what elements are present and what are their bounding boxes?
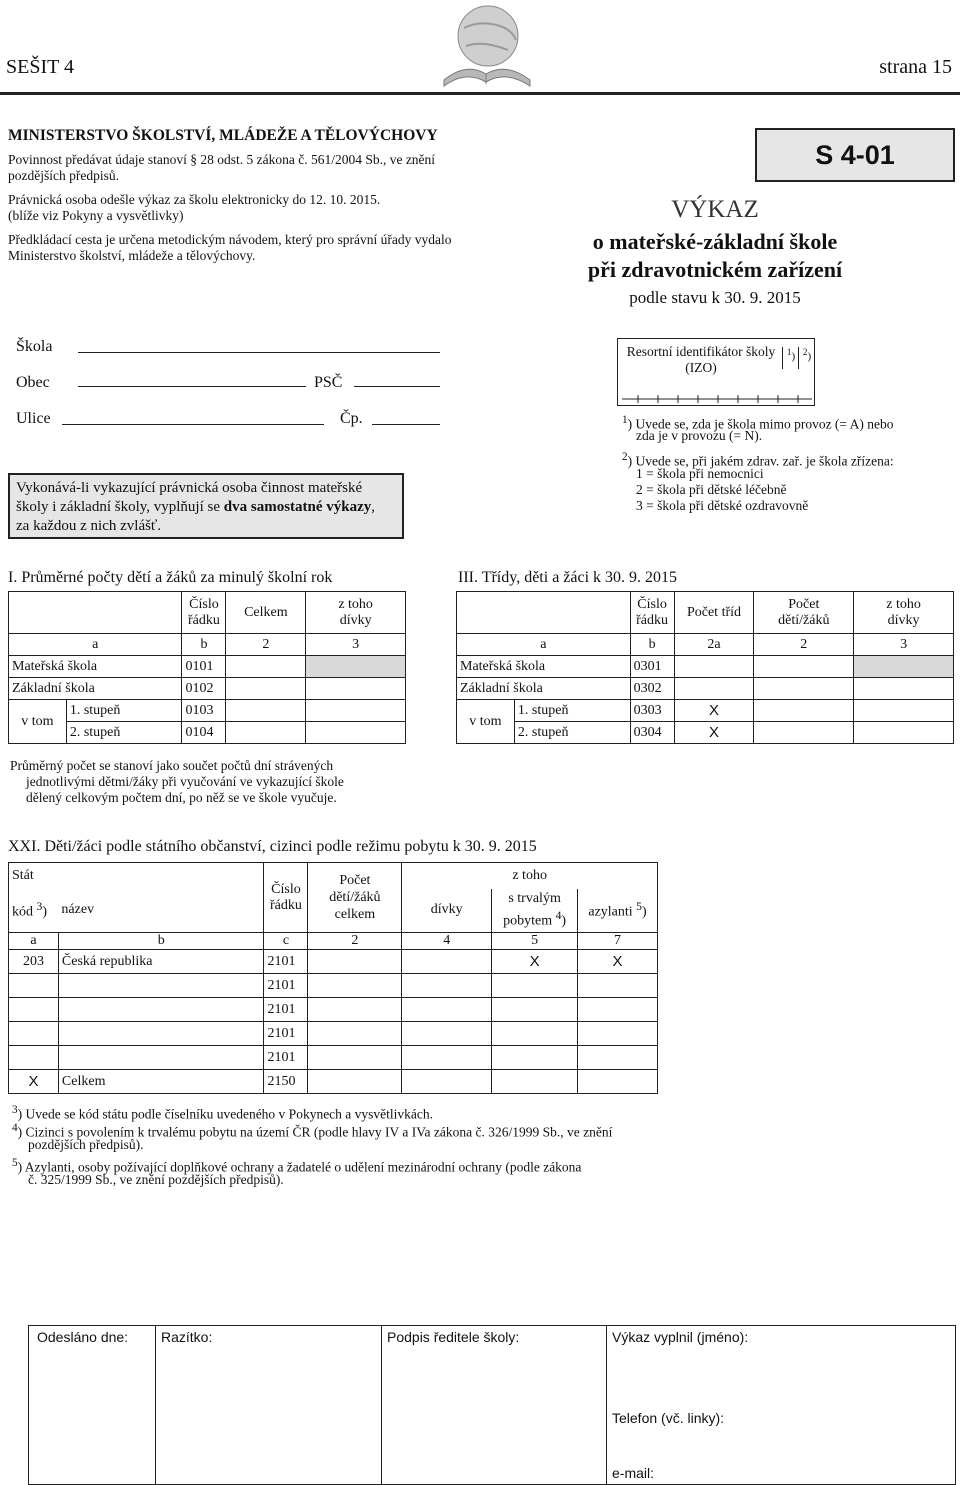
s3-h-cislo-2: řádku (636, 612, 669, 628)
s21-cell-asylum[interactable] (578, 974, 658, 998)
s1-cell-girls[interactable] (306, 700, 406, 722)
izo-note-1-cont: zda je v provozu (= N). (636, 428, 763, 443)
s21-cell-permanent[interactable] (492, 1022, 578, 1046)
s21-cell-total[interactable] (308, 1046, 402, 1070)
note-line-2-a: školy i základní školy, vyplňují se (16, 499, 224, 515)
s21-state-name[interactable] (58, 1046, 264, 1070)
s21-cell-permanent[interactable] (492, 1070, 578, 1094)
s21-col-b: b (58, 933, 264, 950)
s21-state-name[interactable] (58, 974, 264, 998)
s21-row-number: 2101 (264, 1022, 308, 1046)
note-line-2 (16, 498, 396, 517)
footnote-4-num: 4 (12, 1122, 18, 1134)
section-21-title: XXI. Děti/žáci podle státního občanství, cizinci podle režimu pobytu k 30. 9. 2015 (8, 838, 537, 855)
izo-flag-1-paren: ) (791, 350, 796, 363)
house-number-field[interactable] (372, 424, 440, 425)
ministry-line-1: Povinnost předávat údaje stanoví § 28 odst. 5 zákona č. 561/2004 Sb., ve znění (8, 152, 436, 167)
s3-header-classes: Počet tříd (674, 592, 754, 634)
director-signature-field[interactable]: Podpis ředitele školy: (387, 1329, 520, 1345)
s21-h-fn4: 4 (555, 909, 562, 923)
s21-col-4: 4 (402, 933, 492, 950)
s3-cell-x: X (674, 722, 754, 744)
s21-header-permanent (492, 889, 578, 933)
s21-cell-total[interactable] (308, 950, 402, 974)
email-field[interactable]: e-mail: (612, 1465, 655, 1481)
note-line-3: za každou z nich zvlášť. (16, 518, 162, 534)
footnote-5-num: 5 (12, 1157, 18, 1169)
stamp-field[interactable]: Razítko: (161, 1329, 213, 1345)
s21-total-label: Celkem (58, 1070, 264, 1094)
s21-cell-total[interactable] (308, 1070, 402, 1094)
s21-h-fn5: 5 (636, 899, 642, 913)
s1-row-label: 2. stupeň (66, 722, 182, 744)
s21-row-number: 2101 (264, 974, 308, 998)
s1-cell-girls[interactable] (306, 722, 406, 744)
s21-state-code[interactable] (9, 1046, 59, 1070)
table-row (9, 1046, 658, 1070)
s3-h-pocet-2: dětí/žáků (778, 612, 830, 628)
s3-col-b: b (630, 634, 674, 656)
ministry-line-6: Ministerstvo školství, mládeže a tělovýchovy. (8, 248, 256, 263)
s3-row-number: 0304 (630, 722, 674, 744)
s1-col-b: b (182, 634, 226, 656)
s21-cell-x: X (492, 950, 578, 974)
s21-cell-girls[interactable] (402, 1046, 492, 1070)
s21-state-code[interactable] (9, 998, 59, 1022)
s3-header-blank (457, 592, 631, 634)
izo-digit-ticks[interactable] (618, 393, 816, 407)
s3-header-girls (854, 592, 954, 634)
ministry-line-2: pozdějších předpisů. (8, 168, 119, 183)
s1-col-2: 2 (226, 634, 306, 656)
s1-h-cislo-1: Číslo (189, 596, 219, 612)
s1-row-label: Mateřská škola (9, 656, 182, 678)
s21-h-cislo-1: Číslo (271, 881, 301, 897)
izo-flag-1-sup: 1 (786, 347, 792, 357)
s3-row-number: 0301 (630, 656, 674, 678)
s1-row-number: 0104 (182, 722, 226, 744)
phone-field[interactable]: Telefon (vč. linky): (612, 1410, 725, 1426)
s21-cell-asylum[interactable] (578, 1070, 658, 1094)
izo-note-1-text: ) Uvede se, zda je škola mimo provoz (= A) nebo (627, 416, 894, 432)
s3-h-ztoho-2: dívky (887, 612, 920, 628)
table-row (457, 656, 954, 678)
ministry-line-4: (blíže viz Pokyny a vysvětlivky) (8, 208, 184, 223)
s1-note-line-2: jednotlivými dětmi/žáky při vyučování ve vykazující škole (26, 774, 344, 789)
s1-col-a: a (9, 634, 182, 656)
s3-row-number: 0303 (630, 700, 674, 722)
izo-note-2-option-1: 1 = škola při nemocnici (636, 466, 764, 481)
s21-col-a: a (9, 933, 59, 950)
s1-of-which: v tom (9, 700, 67, 744)
s21-cell-girls[interactable] (402, 1022, 492, 1046)
s3-cell-pupils[interactable] (754, 678, 854, 700)
s21-header-asylum (578, 889, 658, 933)
s3-cell-girls[interactable] (854, 700, 954, 722)
globe-book-logo-icon (430, 0, 542, 92)
table-row (9, 950, 658, 974)
s3-cell-classes[interactable] (674, 678, 754, 700)
s1-cell-total[interactable] (226, 656, 306, 678)
signature-divider (606, 1326, 607, 1484)
s3-col-3: 3 (854, 634, 954, 656)
s3-cell-pupils[interactable] (754, 656, 854, 678)
footnote-5-cont: č. 325/1999 Sb., ve znění pozdějších předpisů). (28, 1172, 284, 1187)
footnote-4-text: ) Cizinci s povolením k trvalému pobytu na území ČR (podle hlavy IV a IVa zákona č. 326/1999 Sb., ve znění (17, 1124, 613, 1140)
signature-divider (155, 1326, 156, 1484)
city-field[interactable] (78, 386, 306, 387)
table-row (457, 678, 954, 700)
s3-cell-x: X (674, 700, 754, 722)
s3-cell-pupils[interactable] (754, 700, 854, 722)
s21-header-state: Stát (9, 863, 264, 889)
s3-cell-shaded (854, 656, 954, 678)
izo-flag-2-paren: ) (807, 350, 812, 363)
footnote-3-text: ) Uvede se kód státu podle číselníku uvedeného v Pokynech a vysvětlivkách. (17, 1106, 434, 1122)
s21-row-number: 2101 (264, 998, 308, 1022)
izo-box (617, 338, 815, 406)
school-label: Škola (16, 338, 53, 355)
s21-cell-asylum[interactable] (578, 1046, 658, 1070)
s21-h-fn3: 3 (36, 899, 43, 913)
s1-row-number: 0101 (182, 656, 226, 678)
header-rule (0, 92, 960, 95)
s3-cell-classes[interactable] (674, 656, 754, 678)
s1-cell-girls[interactable] (306, 678, 406, 700)
form-subtitle-2: při zdravotnickém zařízení (587, 257, 843, 282)
s21-row-number: 2150 (264, 1070, 308, 1094)
school-field[interactable] (78, 352, 440, 353)
s21-h-trvaly-1: s trvalým (508, 891, 561, 907)
form-title: VÝKAZ (671, 196, 759, 223)
s3-row-number: 0302 (630, 678, 674, 700)
s21-state-name[interactable] (58, 998, 264, 1022)
s21-cell-girls[interactable] (402, 1070, 492, 1094)
s1-row-number: 0103 (182, 700, 226, 722)
sent-date-field[interactable]: Odesláno dne: (37, 1329, 129, 1345)
s1-h-ztoho-2: dívky (339, 612, 372, 628)
izo-flag-1[interactable] (782, 347, 799, 369)
ministry-name: MINISTERSTVO ŠKOLSTVÍ, MLÁDEŽE A TĚLOVÝCHOVY (8, 127, 438, 144)
s3-h-pocet-1: Počet (788, 596, 820, 612)
s3-header-row-number (630, 592, 674, 634)
s3-col-a: a (457, 634, 631, 656)
section-title: SEŠIT 4 (6, 56, 74, 78)
s21-h-fn5-paren: ) (642, 904, 647, 920)
s21-cell-asylum[interactable] (578, 1022, 658, 1046)
table-row (9, 678, 406, 700)
s3-h-ztoho-1: z toho (886, 596, 921, 612)
izo-label: Resortní identifikátor školy (626, 344, 776, 359)
table-row (9, 1022, 658, 1046)
izo-label-2: (IZO) (685, 360, 717, 375)
s21-cell-total[interactable] (308, 998, 402, 1022)
s1-cell-shaded (306, 656, 406, 678)
s21-cell-x: X (578, 950, 658, 974)
izo-note-1-num: 1 (622, 414, 628, 426)
s3-col-2a: 2a (674, 634, 754, 656)
s1-row-label: Základní škola (9, 678, 182, 700)
s21-cell-total[interactable] (308, 1022, 402, 1046)
s3-row-label: 1. stupeň (514, 700, 630, 722)
city-label: Obec (16, 374, 50, 391)
s21-col-7: 7 (578, 933, 658, 950)
s21-col-5: 5 (492, 933, 578, 950)
s21-cell-asylum[interactable] (578, 998, 658, 1022)
s3-row-label: Mateřská škola (457, 656, 631, 678)
s21-col-c: c (264, 933, 308, 950)
filled-by-field[interactable]: Výkaz vyplnil (jméno): (612, 1329, 749, 1345)
s21-row-number: 2101 (264, 950, 308, 974)
section-1-table (8, 591, 406, 744)
s21-h-pocet-3: celkem (334, 907, 376, 922)
s21-header-of-which: z toho (402, 863, 658, 889)
ministry-line-3: Právnická osoba odešle výkaz za školu elektronicky do 12. 10. 2015. (8, 192, 381, 207)
s21-state-name: Česká republika (58, 950, 264, 974)
s3-cell-girls[interactable] (854, 678, 954, 700)
section-1-title: I. Průměrné počty dětí a žáků za minulý školní rok (8, 569, 333, 586)
s1-row-label: 1. stupeň (66, 700, 182, 722)
footnote-4-cont: pozdějších předpisů). (28, 1137, 144, 1152)
izo-note-2-option-3: 3 = škola při dětské ozdravovně (636, 498, 809, 513)
s21-total-x: X (9, 1070, 59, 1094)
s21-h-pocet-1: Počet (339, 873, 371, 888)
table-row (9, 974, 658, 998)
form-subtitle-1: o mateřské-základní škole (592, 229, 838, 254)
s3-cell-girls[interactable] (854, 722, 954, 744)
s3-row-label: 2. stupeň (514, 722, 630, 744)
s21-cell-girls[interactable] (402, 974, 492, 998)
s21-state-code: 203 (9, 950, 59, 974)
footnote-5-text: ) Azylanti, osoby požívající doplňkové ochrany a žadatelé o udělení mezinárodní ochrany (podle zákona (17, 1159, 582, 1175)
note-line-1: Vykonává-li vykazující právnická osoba činnost mateřské (16, 480, 363, 496)
s21-row-number: 2101 (264, 1046, 308, 1070)
izo-note-2-option-2: 2 = škola při dětské léčebně (636, 482, 787, 497)
s1-note-line-3: dělený celkovým počtem dní, po něž se ve škole vyučuje. (26, 790, 337, 805)
page-number: strana 15 (879, 56, 952, 78)
s21-header-total (308, 863, 402, 933)
note-line-2-bold: dva samostatné výkazy (223, 499, 372, 515)
section-21-table (8, 862, 658, 1094)
s21-cell-girls[interactable] (402, 998, 492, 1022)
s3-header-pupils (754, 592, 854, 634)
s21-cell-permanent[interactable] (492, 998, 578, 1022)
s21-h-azylanti: azylanti (588, 904, 633, 920)
s3-h-cislo-1: Číslo (637, 596, 667, 612)
s21-h-fn3-paren: ) (42, 904, 47, 920)
s1-header-total: Celkem (226, 592, 306, 634)
table-row (9, 1070, 658, 1094)
form-code: S 4-01 (755, 128, 955, 182)
s21-h-fn4-paren: ) (561, 914, 567, 930)
s21-h-cislo-2: řádku (270, 897, 302, 913)
s21-cell-permanent[interactable] (492, 1046, 578, 1070)
s1-header-row-number (182, 592, 226, 634)
s21-header-code (9, 889, 59, 933)
postcode-label: PSČ (314, 374, 343, 391)
s21-cell-total[interactable] (308, 974, 402, 998)
postcode-field[interactable] (354, 386, 440, 387)
s21-cell-permanent[interactable] (492, 974, 578, 998)
s3-row-label: Základní škola (457, 678, 631, 700)
ministry-line-5: Předkládací cesta je určena metodickým návodem, který pro správní úřady vydalo (8, 232, 452, 247)
s21-cell-girls[interactable] (402, 950, 492, 974)
street-label: Ulice (16, 410, 51, 427)
s21-h-trvaly-2: pobytem (503, 914, 553, 930)
footnote-3-num: 3 (12, 1104, 18, 1116)
note-line-2-c: , (371, 499, 376, 515)
s1-cell-total[interactable] (226, 700, 306, 722)
table-row (457, 722, 954, 744)
table-row (9, 700, 406, 722)
s21-header-row-number (264, 863, 308, 933)
s3-of-which: v tom (457, 700, 515, 744)
table-row (9, 722, 406, 744)
s1-h-ztoho-1: z toho (338, 596, 373, 612)
izo-flag-2-sup: 2 (802, 347, 808, 357)
s1-header-girls (306, 592, 406, 634)
s21-header-name: název (58, 889, 264, 933)
s1-row-number: 0102 (182, 678, 226, 700)
street-field[interactable] (62, 424, 324, 425)
s3-cell-pupils[interactable] (754, 722, 854, 744)
izo-note-2-num: 2 (622, 451, 628, 463)
table-row (457, 700, 954, 722)
s1-col-3: 3 (306, 634, 406, 656)
s1-cell-total[interactable] (226, 678, 306, 700)
table-row (9, 656, 406, 678)
izo-note-2-text: ) Uvede se, při jakém zdrav. zař. je škola zřízena: (627, 453, 894, 469)
section-3-table (456, 591, 954, 744)
s1-header-blank (9, 592, 182, 634)
s1-h-cislo-2: řádku (188, 612, 220, 628)
s21-col-2: 2 (308, 933, 402, 950)
signature-divider (381, 1326, 382, 1484)
section-3-title: III. Třídy, děti a žáci k 30. 9. 2015 (458, 569, 678, 586)
separate-reports-note (8, 473, 404, 539)
izo-flag-2[interactable] (798, 347, 815, 369)
house-number-label: Čp. (340, 410, 363, 427)
s21-state-name[interactable] (58, 1022, 264, 1046)
form-date: podle stavu k 30. 9. 2015 (629, 288, 801, 307)
s21-state-code[interactable] (9, 1022, 59, 1046)
s3-col-2: 2 (754, 634, 854, 656)
table-row (9, 998, 658, 1022)
s21-h-kod: kód (12, 904, 33, 920)
s1-note-line-1: Průměrný počet se stanoví jako součet počtů dní strávených (10, 758, 334, 773)
s1-cell-total[interactable] (226, 722, 306, 744)
s21-state-code[interactable] (9, 974, 59, 998)
s21-h-pocet-2: dětí/žáků (329, 890, 381, 905)
s21-header-girls: dívky (402, 889, 492, 933)
signature-box (28, 1325, 956, 1485)
